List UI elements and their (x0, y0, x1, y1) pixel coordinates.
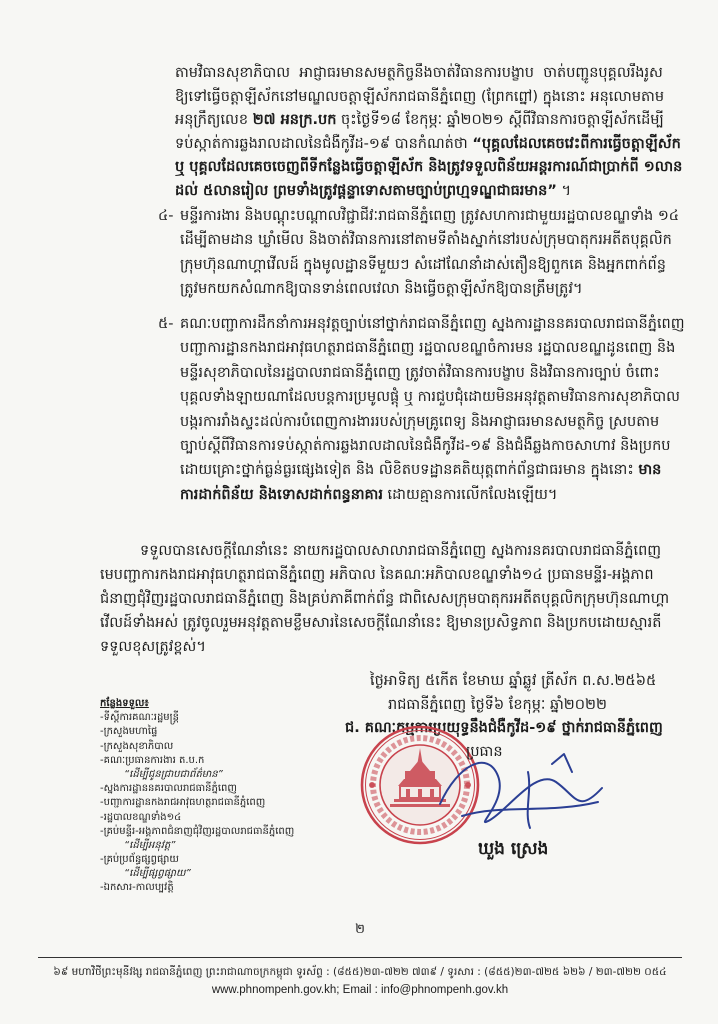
recipient-item: -បញ្ជាការដ្ឋានកងរាជអាវុធហត្ថរាជធានីភ្នំពេញ (100, 797, 266, 809)
body-line (175, 86, 665, 110)
solar-date: រាជធានីភ្នំពេញ ថ្ងៃទី៦ ខែកុម្ភៈ ឆ្នាំ២០២២ (388, 697, 607, 713)
decree-number: ២៧ អនក្រ.បក (252, 112, 337, 129)
body-line: មន្ទីរសុខាភិបាលនៃរដ្ឋបាលរាជធានីភ្នំពេញ ត្រូវចាត់វិធានការបង្ខាប និងវិធានការច្បាប់ ចំពោះ (180, 364, 660, 381)
body-line (180, 483, 657, 507)
recipient-purpose: “ដើម្បីផ្សព្វផ្សាយ” (124, 868, 191, 880)
paragraph-continued (175, 62, 683, 204)
recipient-item: -ស្នងការដ្ឋាននគរបាលរាជធានីភ្នំពេញ (100, 783, 237, 795)
recipient-item: -ទីស្តីការគណៈរដ្ឋមន្ត្រី (100, 712, 179, 724)
footer-website: www.phnompenh.gov.kh; Email : info@phnompenh.gov.kh (211, 984, 509, 996)
body-line: ទទួលខុសត្រូវខ្ពស់។ (100, 639, 206, 655)
body-line: បញ្ជាការដ្ឋានកងរាជអាវុធហត្ថរាជធានីភ្នំពេញ រដ្ឋបាលខណ្ឌចំការមន រដ្ឋបាលខណ្ឌដូនពេញ និង (180, 340, 676, 357)
body-line: ទទួលបានសេចក្តីណែនាំនេះ នាយករដ្ឋបាលសាលារាជធានីភ្នំពេញ ស្នងការនគរបាលរាជធានីភ្នំពេញ (140, 543, 662, 559)
recipient-purpose: “ដើម្បីអនុវត្ត” (124, 839, 176, 851)
recipient-item: -ក្រសួងមហាផ្ទៃ (100, 726, 158, 738)
body-line: ច្បាប់ស្តីពីវិធានការទប់ស្កាត់ការឆ្លងរាលដាលនៃជំងឺកូវីដ-១៩ និងជំងឺឆ្លងកាចសាហាវ និងប្រកប (180, 437, 671, 454)
body-line: មន្ទីរការងារ និងបណ្តុះបណ្តាលវិជ្ជាជីវៈរាជធានីភ្នំពេញ ត្រូវសហការជាមួយរដ្ឋបាលខណ្ឌទាំង ១៤ (180, 208, 680, 224)
bold-quote: “បុគ្គលដែលគេចវេះពីការធ្វើចត្តាឡីស័ក (472, 135, 681, 152)
line-text: ចុះថ្ងៃទី១៨ ខែកុម្ភៈ ឆ្នាំ២០២១ ស្តីពីវិធានការចត្តាឡីស័កដើម្បី (336, 112, 664, 129)
footer-rule (38, 957, 682, 958)
line-text: ឱ្យទៅធ្វើចត្តាឡីស័កនៅមណ្ឌលចត្តាឡីស័ករាជធានីភ្នំពេញ (ព្រែកព្នៅ) ក្នុងនោះ អនុលោមតាម (175, 88, 665, 105)
recipient-item: -ក្រសួងសុខាភិបាល (100, 740, 174, 752)
line-text: ដោយគ្មានការលើកលែងឡើយ។ (382, 486, 558, 503)
body-line (175, 180, 657, 204)
line-text: ។ (556, 182, 572, 199)
body-line (175, 156, 683, 180)
bold-text: មាន (638, 462, 662, 479)
body-line: មេបញ្ជាការកងរាជអាវុធហត្ថរាជធានីភ្នំពេញ អភិបាល នៃគណៈអភិបាលខណ្ឌទាំង១៤ ប្រធានមន្ទីរ-អង្គភាព (100, 567, 654, 583)
body-line: វើលដ៍ទាំងអស់ ត្រូវចូលរួមអនុវត្តតាមខ្លឹមសារនៃសេចក្តីណែនាំនេះ ឱ្យមានប្រសិទ្ធភាព និងប្រកបដោយស្មារតី (100, 615, 662, 631)
line-text: តាមវិធានសុខាភិបាល អាជ្ញាធរមានសមត្ថកិច្ចនឹងចាត់វិធានការបង្ខាប ចាត់បញ្ជូនបុគ្គលរឹងរូស (175, 65, 663, 81)
recipient-item: -ឯកសារ-កាលប្បវត្តិ (100, 882, 174, 894)
body-line (180, 458, 662, 482)
footer-address: ៦៩ មហាវិថីព្រះមុនីវង្ស រាជធានីភ្នំពេញ ព្រះរាជាណាចក្រកម្ពុជា ទូរស័ព្ទ : (៨៥៥)២៣-៧២២ ៧៣៩ / ទូរសារ : (៨៥៥)២៣-៧២៥ ៦២៦ / ២៣-៧២២ ០៥៤ (53, 966, 667, 978)
line-text: ដោយគ្រោះថ្នាក់ធ្ងន់ធ្ងរផ្សេងទៀត និង លិខិតបទដ្ឋានគតិយុត្តពាក់ព័ន្ធជាធរមាន ក្នុងនោះ (180, 462, 639, 479)
body-line: ក្រុមហ៊ុនណាហ្គាវើលដ៍ ក្នុងមូលដ្ឋានទីមួយៗ សំដៅណែនាំដាស់តឿនឱ្យពួកគេ និងអ្នកពាក់ព័ន្ធ (180, 256, 666, 273)
lunar-date: ថ្ងៃអាទិត្យ ៥កើត ខែមាឃ ឆ្នាំឆ្លូវ ត្រីស័ក ព.ស.២៥៦៥ (370, 673, 657, 689)
recipient-item: -គ្រប់ប្រព័ន្ធផ្សព្វផ្សាយ (100, 854, 179, 866)
body-line: ជំនាញជុំវិញរដ្ឋបាលរាជធានីភ្នំពេញ និងគ្រប់ភាគីពាក់ព័ន្ធ ជាពិសេសក្រុមបាតុករអតីតបុគ្គលិកក្រុមហ៊ុនណាហ្គា (100, 591, 670, 607)
bold-quote: ឬ បុគ្គលដែលគេចចេញពីទីកន្លែងធ្វើចត្តាឡីស័ក និងត្រូវទទួលពិន័យអន្តរការណ៍ជាប្រាក់ពី ១លាន (175, 159, 683, 176)
body-line (175, 133, 681, 157)
body-line: ត្រូវមកយកសំណាកឱ្យបានទាន់ពេលវេលា និងធ្វើចត្តាឡីស័កឱ្យបានត្រឹមត្រូវ។ (180, 280, 583, 297)
body-line (175, 62, 663, 86)
recipient-purpose: “ដើម្បីជូនជ្រាបជាព័ត៌មាន” (124, 768, 223, 780)
recipient-item: -គណៈប្រធានការងារ ត.ប.ក (100, 754, 205, 766)
committee-name: ជ. គណៈកម្មការប្រយុទ្ធនឹងជំងឺកូវីដ-១៩ ថ្នាក់រាជធានីភ្នំពេញ (345, 720, 663, 736)
body-line: បុគ្គលទាំងឡាយណាដែលបន្តការប្រមូលផ្តុំ ឬ ការជួបជុំដោយមិនអនុវត្តតាមវិធានការសុខាភិបាល (180, 389, 680, 406)
recipient-item: -គ្រប់មន្ទីរ-អង្គភាពជំនាញជុំវិញរដ្ឋបាលរាជធានីភ្នំពេញ (100, 825, 295, 837)
page-number: ២ (355, 922, 365, 937)
recipient-item: -រដ្ឋបាលខណ្ឌទាំង១៤ (100, 811, 182, 823)
body-line: ដើម្បីតាមដាន ឃ្លាំមើល និងចាត់វិធានការនៅតាមទីតាំងស្នាក់នៅរបស់ក្រុមបាតុករអតីតបុគ្គលិក (180, 232, 672, 249)
closing-paragraph (100, 539, 670, 659)
body-line: គណៈបញ្ជាការដឹកនាំការអនុវត្តច្បាប់នៅថ្នាក់រាជធានីភ្នំពេញ ស្នងការដ្ឋាននគរបាលរាជធានីភ្នំពេញ (180, 316, 685, 332)
signatory-name: ឃួង ស្រេង (478, 839, 549, 859)
bold-text: ការដាក់ពិន័យ និងទោសដាក់ពន្ធនាគារ (180, 486, 383, 503)
body-line (175, 109, 664, 133)
line-text: អនុក្រឹត្យលេខ (175, 112, 253, 129)
item-5 (180, 312, 685, 507)
item-4 (180, 204, 680, 301)
body-line: បង្ករការរាំងស្ទះដល់ការបំពេញការងាររបស់ក្រុមគ្រូពេទ្យ និងអាជ្ញាធរមានសមត្ថកិច្ច ស្របតាម (180, 413, 660, 430)
item-number: ៤- (158, 208, 174, 224)
bold-quote: ដល់ ៥លានរៀល ព្រមទាំងត្រូវផ្តន្ទាទោសតាមច្បាប់ព្រហ្មទណ្ឌជាធរមាន” (175, 182, 557, 199)
signatory-title: ប្រធាន (466, 744, 503, 760)
recipients-list (100, 697, 335, 896)
recipients-heading: កន្លែងទទួល៖ (100, 698, 149, 709)
item-number: ៥- (158, 316, 174, 332)
line-text: ទប់ស្កាត់ការឆ្លងរាលដាលនៃជំងឺកូវីដ-១៩ បានកំណត់ថា (175, 135, 473, 152)
